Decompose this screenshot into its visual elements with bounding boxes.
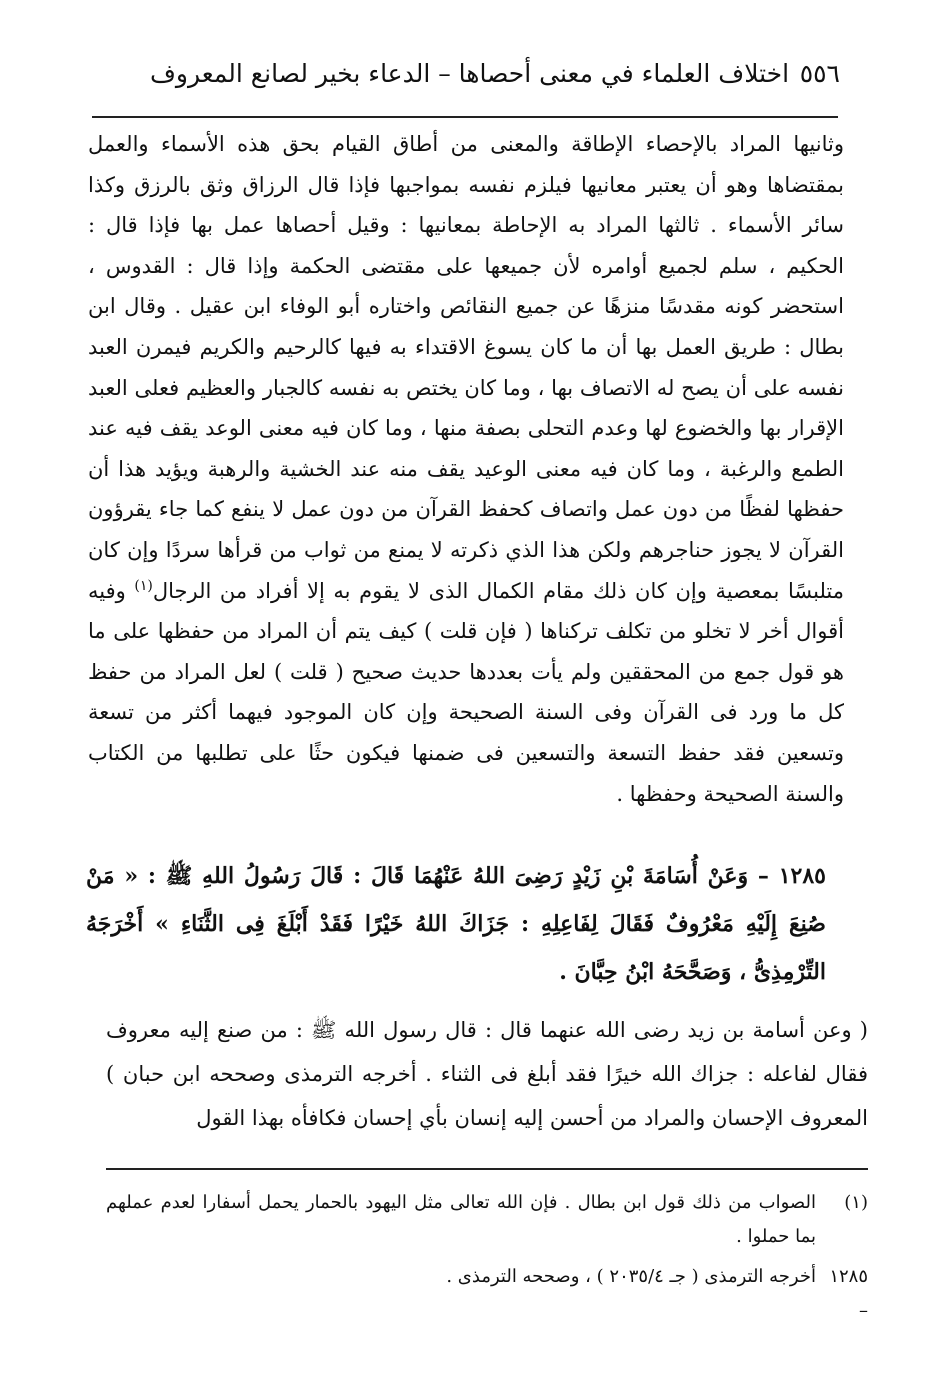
commentary-text-part-1: وثانيها المراد بالإحصاء الإطاقة والمعنى من أطاق القيام بحق هذه الأسماء والعمل بمقتضاها وهو أن يعتبر معانيها فيلزم نفسه بمواجبها فإذا قال الرزاق وثق بالرزق وكذا سائر الأسماء . ثالثها المراد به الإحاطة بمعانيها : وقيل أحصاها عمل بها فإذا قال : الحكيم ، سلم لجميع أوامره لأن جميعها على مقتضى الحكمة وإذا قال : القدوس ، استحضر كونه مقدسًا منزهًا عن جميع النقائص واختاره أبو الوفاء ابن عقيل . وقال ابن بطال : طريق العمل بها أن ما كان يسوغ الاقتداء به فيها كالرحيم والكريم فيمرن العبد نفسه على أن يصح له الاتصاف بها ، وما كان يختص به نفسه كالجبار والعظيم فعلى العبد الإقرار بها والخضوع لها وعدم التحلى بصفة منها ، وما كان فيه معنى الوعد يقف فيه عند الطمع والرغبة ، وما كان فيه معنى الوعيد يقف منه عند الخشية والرهبة ويؤيد هذا أن حفظها لفظًا من دون عمل واتصاف كحفظ القرآن من دون عمل لا ينفع كما جاء يقرؤون القرآن لا يجوز حناجرهم ولكن هذا الذي ذكرته لا يمنع من ثواب من قرأها سردًا وإن كان متلبسًا بمعصية وإن كان ذلك مقام الكمال الذى لا يقوم به إلا أفراد من الرجال — [88, 132, 845, 603]
footnotes — [106, 1186, 868, 1334]
header-rule — [92, 116, 838, 118]
commentary-paragraph — [88, 124, 844, 814]
footnote-marker: ١٢٨٥ – — [829, 1266, 868, 1321]
footnote-marker: (١) — [844, 1192, 868, 1213]
commentary-text-part-2: وفيه أقوال أخر لا تخلو من تكلف تركناها ( فإن قلت ) كيف يتم أن المراد من حفظها على ما هو قول جمع من المحققين ولم يأت بعددها حديث صحيح ( قلت ) لعل المراد من حفظ كل ما ورد فى القرآن وفى السنة الصحيحة وإن كان الموجود فيهما أكثر من تسعة وتسعين فقد حفظ التسعة والتسعين فى ضمنها فيكون حثًا على تطلبها من الكتاب والسنة الصحيحة وحفظها . — [88, 578, 844, 806]
footnote-item — [106, 1260, 868, 1328]
footnote-text: الصواب من ذلك قول ابن بطال . فإن الله تعالى مثل اليهود بالحمار يحمل أسفارا لعدم عملهم بما حملوا . — [106, 1192, 816, 1247]
footnote-rule — [106, 1168, 868, 1170]
footnote-item — [106, 1186, 868, 1254]
page-number: ٥٥٦ — [799, 58, 840, 88]
hadith-text: ١٢٨٥ – وَعَنْ أُسَامَةَ بْنِ زَيْدٍ رَضِىَ اللهُ عَنْهُمَا قَالَ : قَالَ رَسُولُ اللهِ ﷺ : « مَنْ صُنِعَ إِلَيْهِ مَعْرُوفٌ فَقَالَ لِفَاعِلِهِ : جَزَاكَ اللهُ خَيْرًا فَقَدْ أَبْلَغَ فِى الثَّنَاءِ » أَخْرَجَهُ التِّرْمِذِىُّ ، وَصَحَّحَهُ ابْنُ حِبَّانَ . — [86, 863, 826, 985]
page-header — [150, 48, 840, 98]
footnote-text: أخرجه الترمذى ( جـ ٢٠٣٥/٤ ) ، وصححه الترمذى . — [446, 1266, 816, 1287]
hadith-explanation: ( وعن أسامة بن زيد رضى الله عنهما قال : قال رسول الله ﷺ : من صنع إليه معروف فقال لفاعله : جزاك الله خيرًا فقد أبلغ فى الثناء . أخرجه الترمذى وصححه ابن حبان ) المعروف الإحسان والمراد من أحسن إليه إنسان بأي إحسان فكافأه بهذا القول — [106, 1018, 868, 1130]
footnote-reference: (١) — [134, 577, 153, 594]
running-title: اختلاف العلماء في معنى أحصاها – الدعاء بخير لصانع المعروف — [150, 58, 790, 88]
